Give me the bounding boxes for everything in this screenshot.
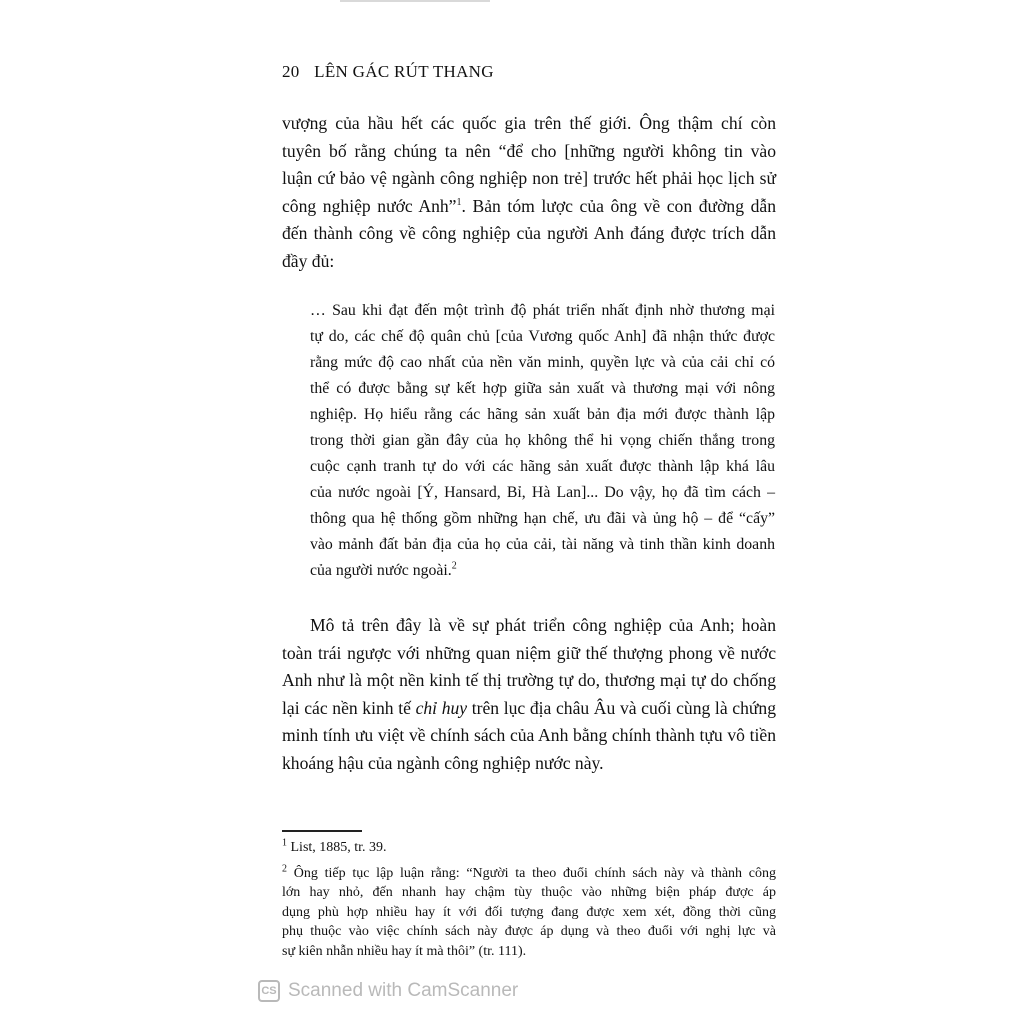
footnote-line: phụ thuộc vào việc chính sách này được áp dụng và theo đuổi với nghị lực và bbox=[282, 924, 776, 939]
footnote-line: sự kiên nhẫn nhiều hay ít mà thôi” (tr. 111). bbox=[282, 943, 527, 959]
footnote-ref-2: 2 bbox=[451, 560, 457, 572]
footnote-2 bbox=[282, 864, 776, 962]
quote-line bbox=[310, 558, 775, 584]
block-quote bbox=[310, 298, 775, 584]
text-segment: Mô tả trên đây là về sự phát triển công nghiệp của Anh; hoàn bbox=[310, 615, 776, 635]
quote-line: cuộc cạnh tranh tự do với các hãng sản xuất được thành lập khá lâu bbox=[310, 458, 775, 475]
footnote-ref-1: 1 bbox=[456, 196, 462, 208]
text-line: đến thành công về công nghiệp của người Anh đáng được trích dẫn bbox=[282, 223, 776, 243]
footnote-text: List, 1885, tr. 39. bbox=[287, 840, 387, 855]
footnotes bbox=[282, 838, 776, 967]
text-line: vượng của hầu hết các quốc gia trên thế giới. Ông thậm chí còn bbox=[282, 113, 776, 133]
footnote-marker: 2 bbox=[282, 862, 287, 874]
quote-line: của nước ngoài [Ý, Hansard, Bỉ, Hà Lan]... Do vậy, họ đã tìm cách – bbox=[310, 484, 775, 501]
text-line: tuyên bố rằng chúng ta nên “để cho [những người không tin vào bbox=[282, 140, 776, 161]
text-segment: công nghiệp nước Anh” bbox=[282, 195, 457, 216]
text-line bbox=[282, 612, 776, 640]
text-line: minh tính ưu việt về chính sách của Anh bằng chính thành tựu vô tiền bbox=[282, 725, 776, 745]
footnote-line: lớn hay nhỏ, đến nhanh hay chậm tùy thuộc vào những biện pháp được áp bbox=[282, 885, 776, 900]
footnote-text: Ông tiếp tục lập luận rằng: “Người ta theo đuổi chính sách này và thành công bbox=[287, 865, 776, 881]
text-line: Anh như là một nền kinh tế thị trường tự do, thương mại tự do chống bbox=[282, 670, 776, 690]
camscanner-logo-icon: CS bbox=[258, 980, 280, 1002]
page-number: 20 bbox=[282, 62, 300, 81]
quote-line: nghiệp. Họ hiểu rằng các hãng sản xuất bản địa mới được thành lập bbox=[310, 406, 775, 423]
running-title: LÊN GÁC RÚT THANG bbox=[314, 62, 494, 81]
quote-line: thể có được bằng sự kết hợp giữa sản xuất và thương mại với nông bbox=[310, 380, 775, 397]
text-segment: của người nước ngoài. bbox=[310, 562, 452, 579]
paragraph-2 bbox=[282, 612, 776, 777]
quote-line: rằng mức độ cao nhất của nền văn minh, quyền lực và của cải chỉ có bbox=[310, 354, 775, 371]
text-line: khoáng hậu của ngành công nghiệp nước này. bbox=[282, 752, 604, 773]
text-segment: trên lục địa châu Âu và cuối cùng là chứng bbox=[467, 697, 776, 718]
watermark-text: Scanned with CamScanner bbox=[288, 980, 519, 1001]
text-line bbox=[282, 193, 776, 221]
text-segment: lại các nền kinh tế bbox=[282, 697, 416, 718]
text-line: toàn trái ngược với những quan niệm giữ thế thượng phong về nước bbox=[282, 642, 776, 663]
text-segment: . Bản tóm lược của ông về con đường dẫn bbox=[461, 195, 776, 216]
camscanner-watermark bbox=[258, 980, 518, 1002]
quote-line: thông qua hệ thống gồm những hạn chế, ưu đãi và ủng hộ – để “cấy” bbox=[310, 510, 775, 527]
quote-line: vào mảnh đất bản địa của họ của cải, tài năng và tinh thần kinh doanh bbox=[310, 536, 775, 553]
text-line: luận cứ bảo vệ ngành công nghiệp non trẻ] trước hết phải học lịch sử bbox=[282, 168, 776, 188]
quote-line: … Sau khi đạt đến một trình độ phát triển nhất định nhờ thương mại bbox=[310, 302, 775, 319]
footnote-divider bbox=[282, 830, 362, 832]
footnote-line bbox=[282, 864, 776, 884]
text-line: đầy đủ: bbox=[282, 250, 335, 271]
footnote-line bbox=[282, 838, 776, 858]
text-line bbox=[282, 695, 776, 723]
top-edge-line bbox=[340, 0, 490, 2]
footnote-marker: 1 bbox=[282, 837, 287, 849]
running-header bbox=[282, 62, 494, 82]
footnote-1 bbox=[282, 838, 776, 858]
footnote-line: dụng phù hợp nhiều hay ít với đối tượng đang được xem xét, đồng thời cũng bbox=[282, 904, 776, 920]
italic-term: chỉ huy bbox=[415, 697, 468, 718]
quote-line: trong thời gian gần đây của họ không thể hi vọng chiến thắng trong bbox=[310, 432, 775, 449]
quote-line: tự do, các chế độ quân chủ [của Vương quốc Anh] đã nhận thức được bbox=[310, 328, 775, 345]
paragraph-1 bbox=[282, 110, 776, 275]
